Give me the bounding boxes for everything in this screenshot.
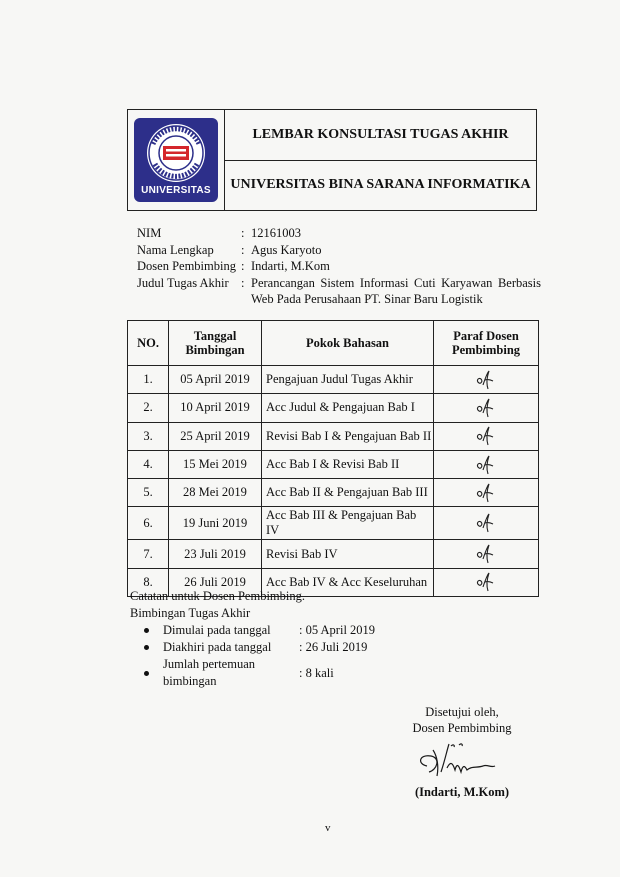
header-date: Tanggal Bimbingan xyxy=(169,321,262,366)
table-row: 1. 05 April 2019 Pengajuan Judul Tugas Akhir xyxy=(128,366,539,394)
info-label: Judul Tugas Akhir xyxy=(137,275,229,290)
table-header-row xyxy=(128,321,539,366)
notes-section xyxy=(130,588,375,690)
info-row-nim: NIM : 12161003 xyxy=(137,225,541,242)
paraf-signature-icon xyxy=(474,512,498,534)
advisor-signature-icon xyxy=(407,736,517,782)
bullet-icon xyxy=(144,628,149,633)
paraf-signature-icon xyxy=(474,571,498,593)
paraf-signature-icon xyxy=(474,369,498,391)
info-row-thesis-title: Judul Tugas Akhir : Perancangan Sistem Informasi Cuti Karyawan Berbasis Web Pada Perusahaan PT. Sinar Baru Logistik xyxy=(137,275,541,306)
list-item: Jumlah pertemuan bimbingan : 8 kali xyxy=(144,656,375,690)
header-topic: Pokok Bahasan xyxy=(262,321,434,366)
list-item: Dimulai pada tanggal : 05 April 2019 xyxy=(144,622,375,639)
notes-subheading: Bimbingan Tugas Akhir xyxy=(130,606,251,620)
paraf-signature-icon xyxy=(474,543,498,565)
notes-list xyxy=(130,622,375,690)
info-value: Indarti, M.Kom xyxy=(251,259,330,273)
student-info xyxy=(137,225,541,308)
logo-text: UNIVERSITAS xyxy=(141,185,211,196)
university-name: UNIVERSITAS BINA SARANA INFORMATIKA xyxy=(230,177,531,193)
bullet-icon xyxy=(144,671,149,676)
info-row-advisor: Dosen Pembimbing : Indarti, M.Kom xyxy=(137,258,541,275)
header-box xyxy=(127,109,537,211)
bullet-icon xyxy=(144,645,149,650)
paraf-signature-icon xyxy=(474,482,498,504)
paraf-signature-icon xyxy=(474,397,498,419)
info-label: Dosen Pembimbing xyxy=(137,259,236,273)
table-row: 4. 15 Mei 2019 Acc Bab I & Revisi Bab II xyxy=(128,450,539,478)
advisor-name: (Indarti, M.Kom) xyxy=(414,785,510,799)
paraf-signature-icon xyxy=(474,454,498,476)
university-logo xyxy=(134,118,218,202)
info-label: NIM xyxy=(137,226,162,240)
notes-heading: Catatan untuk Dosen Pembimbing. xyxy=(130,589,305,603)
table-row: 3. 25 April 2019 Revisi Bab I & Pengajuan Bab II xyxy=(128,422,539,450)
header-signature: Paraf Dosen Pembimbing xyxy=(434,321,539,366)
table-row: 2. 10 April 2019 Acc Judul & Pengajuan Bab I xyxy=(128,394,539,422)
table-row: 6. 19 Juni 2019 Acc Bab III & Pengajuan Bab IV xyxy=(128,507,539,540)
header-no: NO. xyxy=(128,321,169,366)
logo-cell xyxy=(128,110,225,210)
info-value: 12161003 xyxy=(251,226,301,240)
approval-role: Dosen Pembimbing xyxy=(412,721,512,735)
approval-line: Disetujui oleh, xyxy=(425,705,499,719)
table-row: 8. 26 Juli 2019 Acc Bab IV & Acc Keseluruhan xyxy=(128,568,539,596)
title-cell xyxy=(225,110,536,210)
info-value: Agus Karyoto xyxy=(251,242,322,257)
list-item: Diakhiri pada tanggal : 26 Juli 2019 xyxy=(144,639,375,656)
info-label: Nama Lengkap xyxy=(137,242,214,257)
page-number: v xyxy=(325,822,331,834)
table-row: 7. 23 Juli 2019 Revisi Bab IV xyxy=(128,540,539,568)
table-row: 5. 28 Mei 2019 Acc Bab II & Pengajuan Bab III xyxy=(128,479,539,507)
paraf-signature-icon xyxy=(474,425,498,447)
info-row-name: Nama Lengkap : Agus Karyoto xyxy=(137,242,541,259)
consultation-table xyxy=(127,320,539,597)
info-value: Perancangan Sistem Informasi Cuti Karyawan Berbasis Web Pada Perusahaan PT. Sinar Baru Logistik xyxy=(251,275,541,306)
document-title: LEMBAR KONSULTASI TUGAS AKHIR xyxy=(225,110,536,161)
logo-emblem-icon xyxy=(145,122,207,184)
approval-block xyxy=(392,704,532,800)
